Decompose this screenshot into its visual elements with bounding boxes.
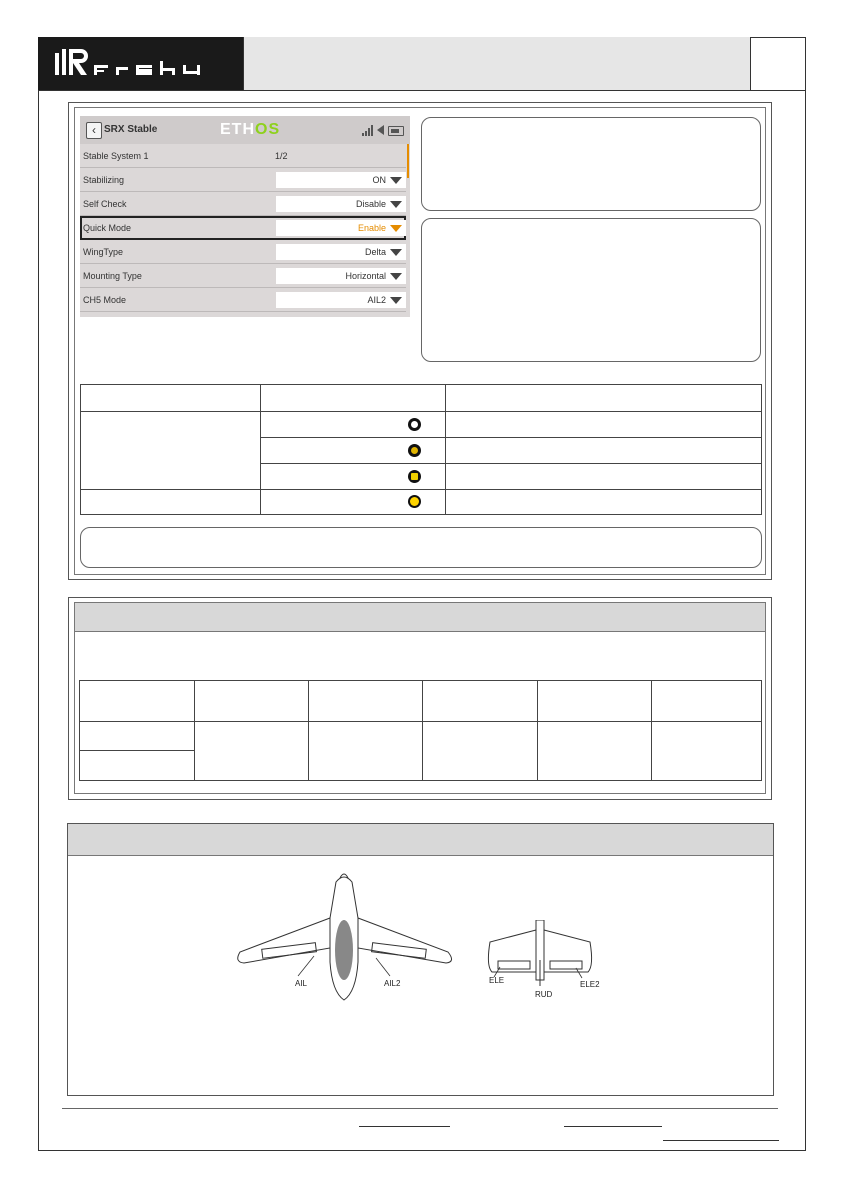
- dropdown-value: Disable: [355, 199, 386, 209]
- ele-label: ELE: [489, 976, 505, 985]
- table-cell: [81, 385, 261, 412]
- dropdown-value: AIL2: [367, 295, 386, 305]
- dropdown-value: ON: [372, 175, 386, 185]
- footer-link-underline: [564, 1126, 662, 1127]
- header-title-band: [243, 37, 751, 90]
- led-status-table: [80, 384, 762, 515]
- channel-table: [79, 680, 762, 781]
- ele2-label: ELE2: [580, 980, 600, 989]
- row-label: CH5 Mode: [83, 295, 127, 305]
- row-value: 1/2: [275, 151, 288, 161]
- table-cell: [81, 490, 261, 515]
- row-label: Mounting Type: [83, 271, 142, 281]
- row-ch5-mode: [80, 288, 406, 312]
- table-cell: [652, 681, 762, 722]
- quick-mode-dropdown[interactable]: [276, 220, 406, 236]
- note-box-middle: [421, 218, 761, 362]
- table-cell: [446, 464, 762, 490]
- speaker-icon: [377, 125, 384, 135]
- table-row: [81, 490, 762, 515]
- table-cell: [261, 490, 446, 515]
- brand-prefix: ETH: [220, 121, 255, 138]
- table-row: [80, 681, 762, 722]
- row-self-check: [80, 192, 406, 216]
- table-cell: [538, 722, 652, 781]
- row-label: Stabilizing: [83, 175, 125, 185]
- table-cell: [195, 681, 309, 722]
- table-row: [80, 722, 762, 751]
- screen-title: SRX Stable: [104, 124, 158, 135]
- led-indicator-icon: [408, 418, 421, 431]
- row-stabilizing: [80, 168, 406, 192]
- table-cell: [261, 438, 446, 464]
- table-cell: [261, 412, 446, 438]
- back-icon[interactable]: ‹: [86, 122, 102, 139]
- dropdown-value: Delta: [364, 247, 386, 257]
- header-divider: [38, 90, 806, 91]
- rud-label: RUD: [535, 990, 553, 999]
- srx-stable-screen: [80, 116, 410, 317]
- ail2-label: AIL2: [384, 979, 401, 988]
- note-box-top: [421, 117, 761, 211]
- frsky-logo: [38, 37, 243, 90]
- table-cell: [423, 681, 538, 722]
- table-row: [81, 412, 762, 438]
- self-check-dropdown[interactable]: [276, 196, 406, 212]
- dropdown-arrow-icon: [390, 273, 402, 280]
- footer-link-underline: [663, 1140, 779, 1141]
- table-cell: [261, 385, 446, 412]
- battery-icon: [388, 126, 404, 136]
- table-cell: [446, 438, 762, 464]
- ethos-logo: [220, 121, 280, 139]
- dropdown-arrow-icon: [390, 249, 402, 256]
- wing-type-dropdown[interactable]: [276, 244, 406, 260]
- row-label: Stable System 1: [83, 151, 149, 161]
- table-cell: [195, 722, 309, 781]
- screen-title-bar: [80, 116, 410, 144]
- table-cell: [538, 681, 652, 722]
- table-cell: [423, 722, 538, 781]
- row-label: Self Check: [83, 199, 127, 209]
- mounting-type-dropdown[interactable]: [276, 268, 406, 284]
- note-box-bottom: [80, 527, 762, 568]
- row-wing-type: [80, 240, 406, 264]
- table-cell: [261, 464, 446, 490]
- brand-suffix: OS: [255, 121, 281, 138]
- ch5-mode-dropdown[interactable]: [276, 292, 406, 308]
- aircraft-diagram-header: [68, 824, 773, 856]
- table-cell: [446, 490, 762, 515]
- table-row: [81, 385, 762, 412]
- row-quick-mode: [80, 216, 406, 240]
- led-indicator-icon: [408, 444, 421, 457]
- table-cell: [446, 385, 762, 412]
- row-label: Quick Mode: [83, 223, 132, 233]
- row-label: WingType: [83, 247, 124, 257]
- scrollbar[interactable]: [407, 144, 409, 178]
- row-stable-system: [80, 144, 406, 168]
- dropdown-value: Enable: [357, 223, 386, 233]
- dropdown-arrow-icon: [390, 225, 402, 232]
- footer-divider: [62, 1108, 778, 1109]
- ail-label: AIL: [295, 979, 308, 988]
- footer-link-underline: [359, 1126, 450, 1127]
- dropdown-arrow-icon: [390, 297, 402, 304]
- dropdown-value: Horizontal: [345, 271, 386, 281]
- table-cell: [309, 722, 423, 781]
- dropdown-arrow-icon: [390, 201, 402, 208]
- table-cell: [80, 751, 195, 781]
- channel-section-header: [75, 603, 765, 632]
- table-cell: [80, 722, 195, 751]
- aircraft-diagram: [230, 872, 470, 1002]
- table-cell: [309, 681, 423, 722]
- row-mounting-type: [80, 264, 406, 288]
- signal-icon: [362, 125, 374, 136]
- frsky-logo-mark: [38, 37, 243, 90]
- table-cell: [81, 412, 261, 490]
- dropdown-arrow-icon: [390, 177, 402, 184]
- stabilizing-dropdown[interactable]: [276, 172, 406, 188]
- table-cell: [652, 722, 762, 781]
- led-indicator-icon: [408, 470, 421, 483]
- table-cell: [446, 412, 762, 438]
- table-cell: [80, 681, 195, 722]
- led-indicator-icon: [408, 495, 421, 508]
